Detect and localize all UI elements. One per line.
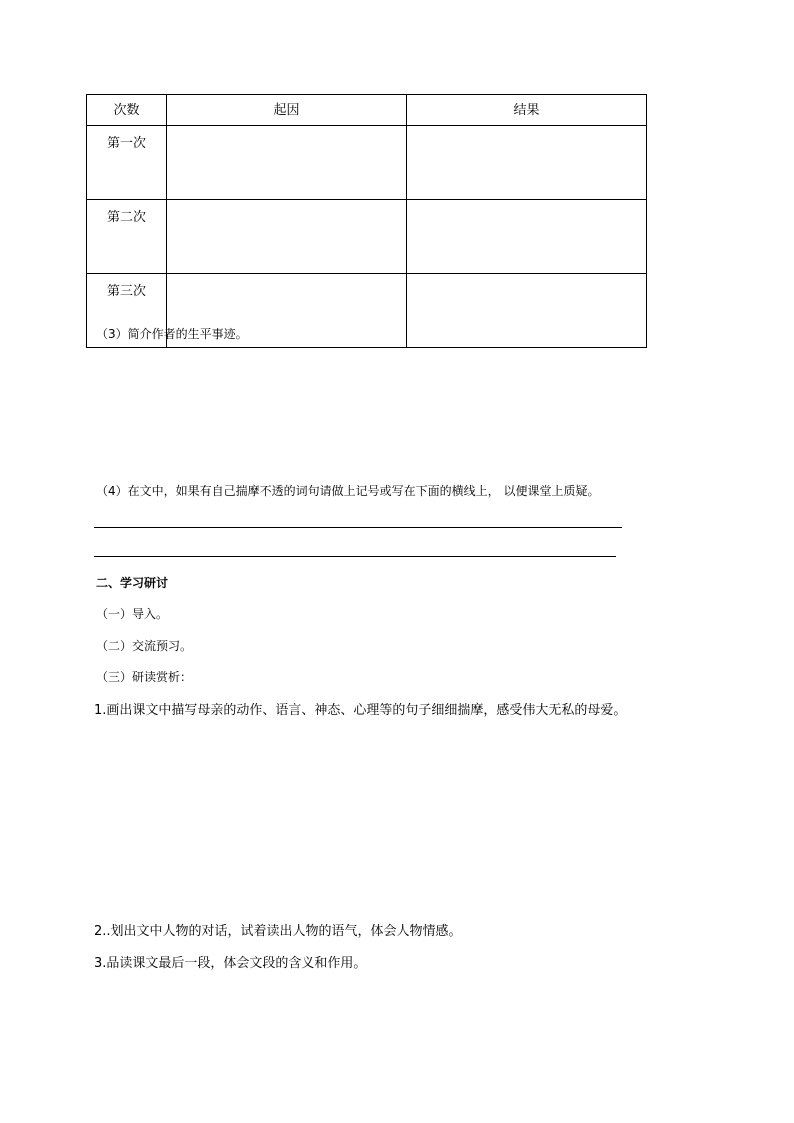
cause-cell-first[interactable] [167, 126, 407, 200]
table-row [87, 200, 647, 274]
task-2: 2..划出文中人物的对话，试着读出人物的语气，体会人物情感。 [94, 924, 462, 939]
task-3: 3.品读课文最后一段，体会文段的含义和作用。 [94, 956, 367, 971]
result-cell-third[interactable] [407, 274, 647, 348]
section-2-title: 二、学习研讨 [96, 576, 169, 590]
result-cell-second[interactable] [407, 200, 647, 274]
answer-line-2[interactable] [94, 556, 616, 557]
question-3: （3）简介作者的生平事迹。 [96, 327, 248, 341]
subsection-analysis: （三）研读赏析： [96, 670, 193, 684]
row-label-second: 第二次 [87, 200, 167, 274]
table-row [87, 126, 647, 200]
header-cause: 起因 [167, 95, 407, 126]
question-4: （4）在文中，如果有自己揣摩不透的词句请做上记号或写在下面的横线上， 以便课堂上质疑。 [96, 484, 600, 498]
row-label-third: 第三次 [87, 274, 167, 348]
table-header-row [87, 95, 647, 126]
row-label-first: 第一次 [87, 126, 167, 200]
task-1: 1.画出课文中描写母亲的动作、语言、神态、心理等的句子细细揣摩，感受伟大无私的母爱。 [94, 703, 627, 718]
answer-line-1[interactable] [94, 527, 622, 528]
result-cell-first[interactable] [407, 126, 647, 200]
cause-result-table [86, 94, 647, 348]
cause-cell-second[interactable] [167, 200, 407, 274]
header-count: 次数 [87, 95, 167, 126]
subsection-intro: （一）导入。 [96, 607, 169, 621]
subsection-preview: （二）交流预习。 [96, 639, 193, 653]
header-result: 结果 [407, 95, 647, 126]
